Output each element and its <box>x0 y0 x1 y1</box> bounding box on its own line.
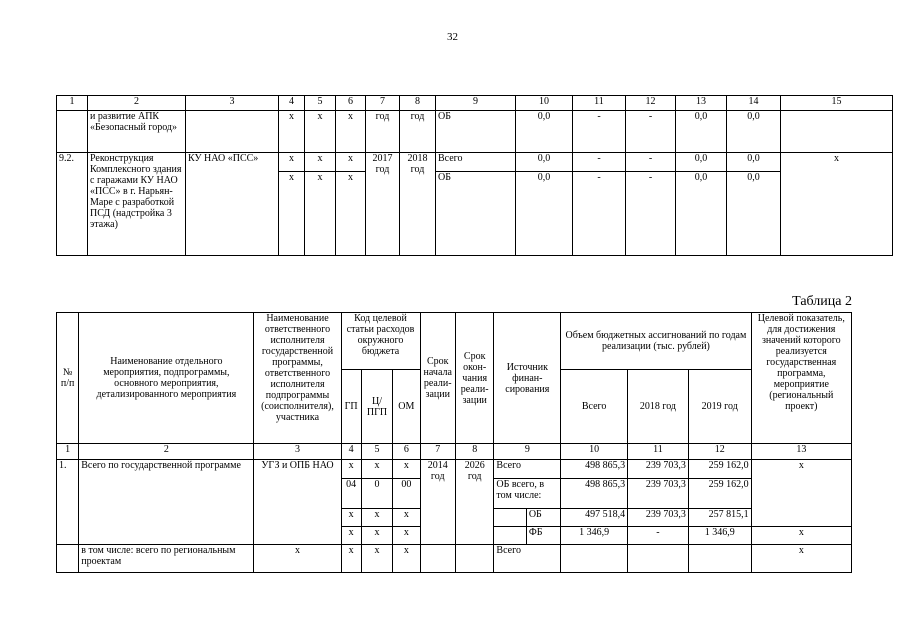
cell-c11: - <box>573 153 626 172</box>
row-number: 9.2. <box>57 153 88 256</box>
cell-c11: - <box>573 172 626 256</box>
t1-col-2: 2 <box>88 96 186 111</box>
cell-source: ОБ <box>526 509 560 527</box>
cell-pgp: х <box>361 509 392 527</box>
cell-c14: 0,0 <box>727 153 781 172</box>
cell-c5: х <box>305 153 336 172</box>
h-total: Всего <box>561 370 628 444</box>
cell-pgp: х <box>361 527 392 545</box>
row-name: и развитие АПК «Безопасный город» <box>88 111 186 153</box>
page-number: 32 <box>447 31 458 43</box>
cell-c11: - <box>573 111 626 153</box>
table-row <box>57 545 852 573</box>
cell-gp: х <box>341 509 361 527</box>
cell-gp: х <box>341 545 361 573</box>
t2-col-7: 7 <box>420 444 455 460</box>
cell-end: 2026 год <box>455 460 493 545</box>
h-code: Код целевой статьи расходов окружного бюджета <box>341 313 420 370</box>
h-pgp: Ц/ ПГП <box>361 370 392 444</box>
t1-col-8: 8 <box>400 96 436 111</box>
cell-2018: - <box>628 527 689 545</box>
row-executor: УГЗ и ОПБ НАО <box>254 460 341 545</box>
cell-start: 2014 год <box>420 460 455 545</box>
cell-om: х <box>393 460 420 479</box>
table-row <box>57 111 893 153</box>
row-executor: КУ НАО «ПСС» <box>186 153 279 256</box>
cell-target: х <box>751 460 851 527</box>
cell-source: Всего <box>436 153 516 172</box>
h-om: ОМ <box>393 370 420 444</box>
cell-end: 2018 год <box>400 153 436 256</box>
t1-col-5: 5 <box>305 96 336 111</box>
t1-col-1: 1 <box>57 96 88 111</box>
cell-c12: - <box>626 111 676 153</box>
h-volume: Объем бюджетных ассигнований по годам реализации (тыс. рублей) <box>561 313 751 370</box>
table2-header-row <box>57 313 852 370</box>
cell-gp: х <box>341 460 361 479</box>
t2-col-1: 1 <box>57 444 79 460</box>
t2-col-12: 12 <box>688 444 751 460</box>
cell-c13: 0,0 <box>676 111 727 153</box>
cell-2019: 257 815,1 <box>688 509 751 527</box>
cell-c6: х <box>336 153 366 172</box>
t1-col-7: 7 <box>366 96 400 111</box>
cell-om: х <box>393 509 420 527</box>
row-number: 1. <box>57 460 79 545</box>
t1-col-3: 3 <box>186 96 279 111</box>
cell-source: ОБ <box>436 111 516 153</box>
cell-c5: х <box>305 111 336 153</box>
table1-header-row <box>57 96 893 111</box>
table-row <box>57 153 893 172</box>
t2-col-13: 13 <box>751 444 851 460</box>
row-name: Реконструкция Комплексного здания с гаражами КУ НАО «ПСС» в г. Нарьян-Маре с разработкой ПСД (надстройка 3 этажа) <box>88 153 186 256</box>
t2-col-9: 9 <box>494 444 561 460</box>
h-2019: 2019 год <box>688 370 751 444</box>
cell-om: х <box>393 527 420 545</box>
cell-target: х <box>751 527 851 545</box>
row-executor: х <box>254 545 341 573</box>
cell-c5: х <box>305 172 336 256</box>
t2-col-3: 3 <box>254 444 341 460</box>
cell-total: 497 518,4 <box>561 509 628 527</box>
t2-col-10: 10 <box>561 444 628 460</box>
t2-col-4: 4 <box>341 444 361 460</box>
t1-col-14: 14 <box>727 96 781 111</box>
t1-col-12: 12 <box>626 96 676 111</box>
t1-col-4: 4 <box>279 96 305 111</box>
cell-gp: 04 <box>341 479 361 509</box>
cell-c13: 0,0 <box>676 153 727 172</box>
t1-col-10: 10 <box>516 96 573 111</box>
table-title: Таблица 2 <box>792 294 852 309</box>
cell-2018: 239 703,3 <box>628 509 689 527</box>
cell-source: ОБ <box>436 172 516 256</box>
t1-col-13: 13 <box>676 96 727 111</box>
cell-gp: х <box>341 527 361 545</box>
cell-2019: 1 346,9 <box>688 527 751 545</box>
cell-c4: х <box>279 111 305 153</box>
cell-start: 2017 год <box>366 153 400 256</box>
cell-c14: 0,0 <box>727 111 781 153</box>
table-row <box>57 460 852 479</box>
cell-c13: 0,0 <box>676 172 727 256</box>
cell-c12: - <box>626 172 676 256</box>
table2-colnum-row <box>57 444 852 460</box>
cell-source: ОБ всего, в том числе: <box>494 479 561 509</box>
h-name: Наименование отдельного мероприятия, подпрограммы, основного мероприятия, детализированного мероприятия <box>79 313 254 444</box>
cell-pgp: х <box>361 545 392 573</box>
cell-total: 0,0 <box>516 111 573 153</box>
cell-c6: х <box>336 111 366 153</box>
budget-table <box>56 312 852 573</box>
cell-c14: 0,0 <box>727 172 781 256</box>
cell-total: 498 865,3 <box>561 460 628 479</box>
cell-source: Всего <box>494 460 561 479</box>
t2-col-2: 2 <box>79 444 254 460</box>
t2-col-8: 8 <box>455 444 493 460</box>
cell-target: х <box>781 153 893 256</box>
h-start: Срок начала реали- зации <box>420 313 455 444</box>
h-source: Источник финан- сирования <box>494 313 561 444</box>
cell-c4: х <box>279 153 305 172</box>
cell-pgp: х <box>361 460 392 479</box>
h-2018: 2018 год <box>628 370 689 444</box>
h-executor: Наименование ответственного исполнителя государственной программы, ответственного исполнителя подпрограммы (соисполнителя), участника <box>254 313 341 444</box>
h-end: Срок окон- чания реали- зации <box>455 313 493 444</box>
cell-start: год <box>366 111 400 153</box>
cell-pgp: 0 <box>361 479 392 509</box>
cell-c12: - <box>626 153 676 172</box>
cell-2018: 239 703,3 <box>628 479 689 509</box>
continuation-table <box>56 95 893 256</box>
t2-col-6: 6 <box>393 444 420 460</box>
cell-source: ФБ <box>526 527 560 545</box>
h-target: Целевой показатель, для достижения значений которого реализуется государственная программа, мероприятие (региональный проект) <box>751 313 851 444</box>
row-name: в том числе: всего по региональным проектам <box>79 545 254 573</box>
cell-total: 0,0 <box>516 172 573 256</box>
cell-total: 1 346,9 <box>561 527 628 545</box>
cell-2019: 259 162,0 <box>688 460 751 479</box>
t1-col-9: 9 <box>436 96 516 111</box>
cell-om: х <box>393 545 420 573</box>
t1-col-15: 15 <box>781 96 893 111</box>
t1-col-6: 6 <box>336 96 366 111</box>
cell-source: Всего <box>494 545 561 573</box>
row-name: Всего по государственной программе <box>79 460 254 545</box>
cell-c4: х <box>279 172 305 256</box>
h-num: № п/п <box>57 313 79 444</box>
cell-total: 498 865,3 <box>561 479 628 509</box>
cell-total: 0,0 <box>516 153 573 172</box>
cell-target: х <box>751 545 851 573</box>
t2-col-5: 5 <box>361 444 392 460</box>
cell-2019: 259 162,0 <box>688 479 751 509</box>
h-gp: ГП <box>341 370 361 444</box>
t1-col-11: 11 <box>573 96 626 111</box>
cell-c6: х <box>336 172 366 256</box>
t2-col-11: 11 <box>628 444 689 460</box>
cell-2018: 239 703,3 <box>628 460 689 479</box>
cell-end: год <box>400 111 436 153</box>
cell-om: 00 <box>393 479 420 509</box>
